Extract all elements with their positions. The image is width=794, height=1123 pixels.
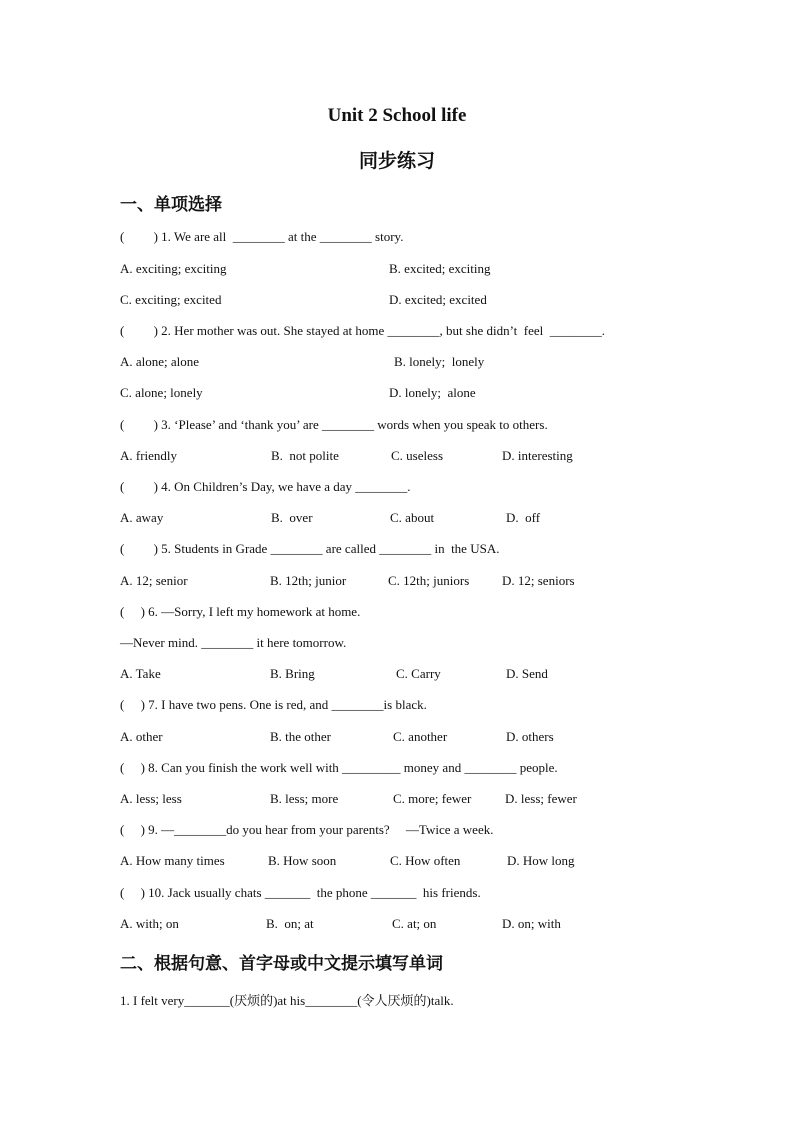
option-c: C. exciting; excited [120, 292, 222, 307]
option-a: A. How many times [120, 853, 225, 868]
question-stem: ( ) 9. —________do you hear from your parents? —Twice a week. [120, 822, 494, 837]
question-stem: ( ) 4. On Children’s Day, we have a day ________. [120, 479, 411, 494]
option-d: D. on; with [502, 916, 561, 931]
section-heading-fill-in: 二、根据句意、首字母或中文提示填写单词 [120, 954, 443, 974]
option-b: B. on; at [266, 916, 314, 931]
option-b: B. not polite [271, 448, 339, 463]
option-d: D. excited; excited [389, 292, 487, 307]
option-a: A. friendly [120, 448, 178, 463]
option-b: B. the other [270, 729, 332, 744]
option-c: C. Carry [396, 666, 441, 681]
question-stem: ( ) 8. Can you finish the work well with _________ money and ________ people. [120, 760, 558, 775]
option-a: A. other [120, 729, 163, 744]
option-a: A. away [120, 510, 164, 525]
option-d: D. less; fewer [505, 791, 577, 806]
option-c: C. useless [391, 448, 443, 463]
question-stem: ( ) 5. Students in Grade ________ are called ________ in the USA. [120, 541, 500, 556]
option-c: C. more; fewer [393, 791, 472, 806]
option-b: B. How soon [268, 853, 337, 868]
option-a: A. with; on [120, 916, 179, 931]
question-stem: ( ) 6. —Sorry, I left my homework at home. [120, 604, 361, 619]
option-d: D. off [506, 510, 541, 525]
option-d: D. interesting [502, 448, 573, 463]
question-stem: ( ) 3. ‘Please’ and ‘thank you’ are ________ words when you speak to others. [120, 417, 548, 432]
option-b: B. 12th; junior [270, 573, 347, 588]
option-d: D. Send [506, 666, 548, 681]
question-stem: ( ) 7. I have two pens. One is red, and ________is black. [120, 697, 427, 712]
option-a: A. 12; senior [120, 573, 188, 588]
option-d: D. 12; seniors [502, 573, 575, 588]
option-d: D. How long [507, 853, 575, 868]
option-b: B. lonely; lonely [394, 354, 485, 369]
option-a: A. alone; alone [120, 354, 200, 369]
option-d: D. others [506, 729, 554, 744]
question-stem: ( ) 10. Jack usually chats _______ the phone _______ his friends. [120, 885, 481, 900]
option-b: B. over [271, 510, 313, 525]
option-c: C. 12th; juniors [388, 573, 470, 588]
section-heading-multiple-choice: 一、单项选择 [120, 195, 222, 215]
option-c: C. about [390, 510, 435, 525]
option-a: A. exciting; exciting [120, 261, 227, 276]
option-b: B. Bring [270, 666, 315, 681]
option-c: C. at; on [392, 916, 437, 931]
option-d: D. lonely; alone [389, 385, 476, 400]
option-c: C. alone; lonely [120, 385, 203, 400]
question-stem-reply: —Never mind. ________ it here tomorrow. [120, 635, 347, 650]
option-a: A. less; less [120, 791, 182, 806]
fill-in-item: 1. I felt very_______(厌烦的)at his________(令人厌烦的)talk. [120, 993, 454, 1008]
option-c: C. another [393, 729, 448, 744]
question-stem: ( ) 1. We are all ________ at the ________ story. [120, 229, 404, 244]
page-subtitle: 同步练习 [358, 150, 435, 172]
option-c: C. How often [390, 853, 461, 868]
page-title: Unit 2 School life [327, 105, 467, 126]
question-stem: ( ) 2. Her mother was out. She stayed at home ________, but she didn’t feel ________. [120, 323, 606, 338]
option-b: B. excited; exciting [389, 261, 491, 276]
option-b: B. less; more [270, 791, 339, 806]
option-a: A. Take [120, 666, 161, 681]
